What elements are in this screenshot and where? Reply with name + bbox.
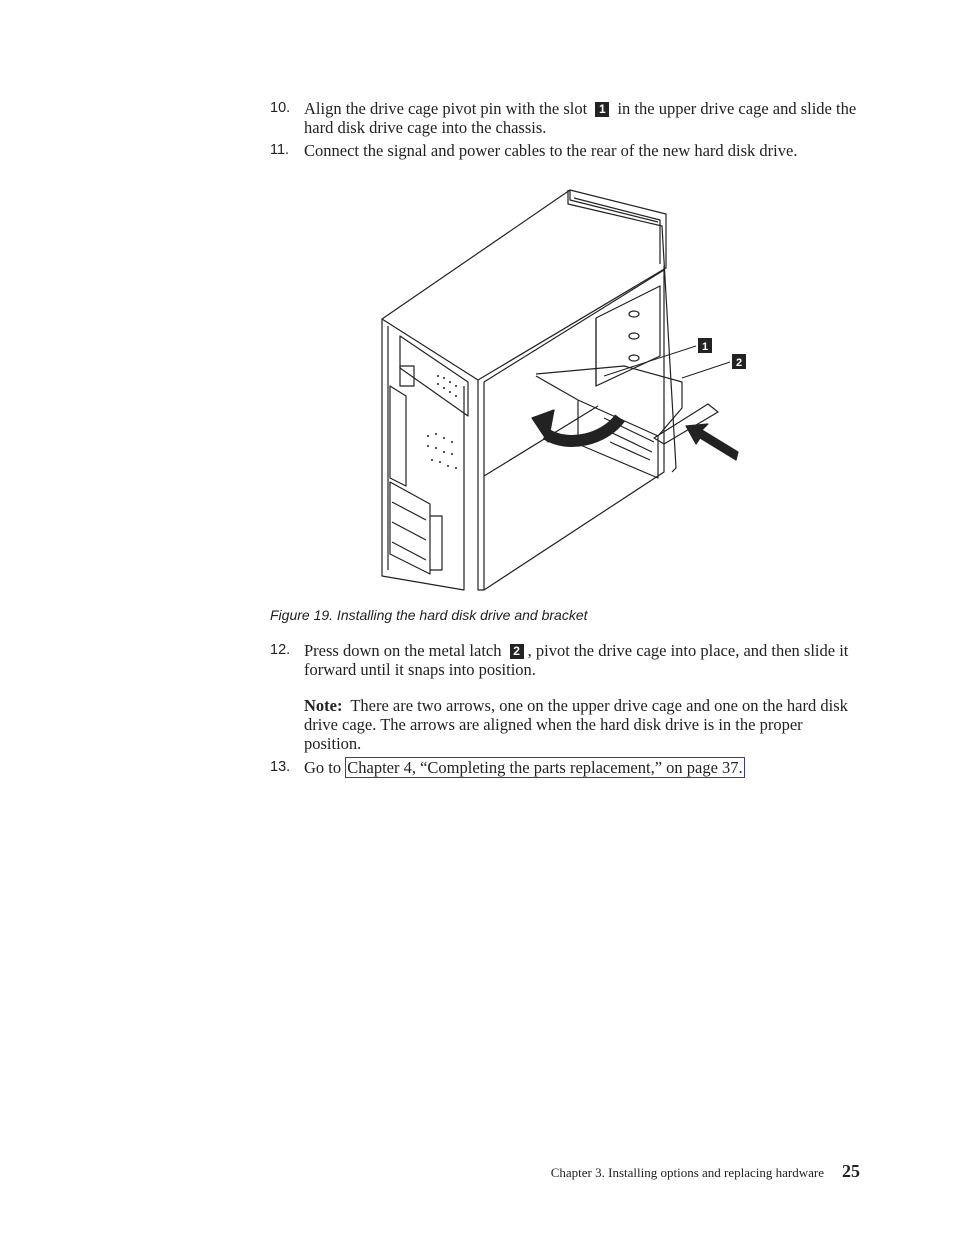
note-label: Note:	[304, 696, 343, 715]
svg-text:2: 2	[735, 357, 743, 369]
note-block	[304, 696, 860, 753]
step-text: Align the drive cage pivot pin with the slot	[304, 99, 588, 118]
upper-drive-cage	[596, 286, 660, 386]
step-number: 13.	[270, 759, 291, 775]
step-12	[270, 641, 860, 679]
note-text: There are two arrows, one on the upper drive cage and one on the hard disk drive cage. The arrows are aligned when the hard disk drive is in the proper position.	[304, 696, 848, 753]
push-arrow	[686, 424, 738, 460]
vent-grill	[427, 375, 457, 469]
step-text: Press down on the metal latch	[304, 641, 502, 660]
step-number: 10.	[270, 100, 291, 116]
step-10	[270, 99, 860, 137]
step-text: Go to	[304, 758, 342, 777]
chassis-top	[382, 190, 666, 380]
figure-callout-1	[698, 338, 712, 353]
chapter-4-link[interactable]: Chapter 4, “Completing the parts replacement,” on page 37.	[347, 758, 743, 777]
callout-2-badge: 2	[510, 644, 524, 659]
footer-chapter-title: Chapter 3. Installing options and replacing hardware	[550, 1165, 824, 1180]
step-text-cont: , pivot the drive cage into place, and then slide it forward until it snaps into position.	[304, 641, 849, 679]
step-number: 12.	[270, 642, 291, 658]
figure-caption: Figure 19. Installing the hard disk drive and bracket	[270, 607, 588, 623]
step-text: Connect the signal and power cables to the rear of the new hard disk drive.	[304, 141, 798, 160]
step-number: 11.	[270, 142, 290, 158]
page-footer	[0, 1161, 860, 1182]
step-13	[270, 758, 860, 777]
hard-disk-installation-illustration	[378, 186, 758, 596]
page-number: 25	[842, 1161, 860, 1181]
power-supply	[400, 336, 468, 416]
rotate-arrow	[546, 418, 620, 441]
callout-1-badge: 1	[595, 102, 609, 117]
svg-text:1: 1	[701, 341, 709, 353]
step-11	[270, 141, 860, 160]
step-text-cont: in the upper drive cage and slide the hard disk drive cage into the chassis.	[304, 99, 857, 137]
figure-callout-2	[732, 354, 746, 369]
